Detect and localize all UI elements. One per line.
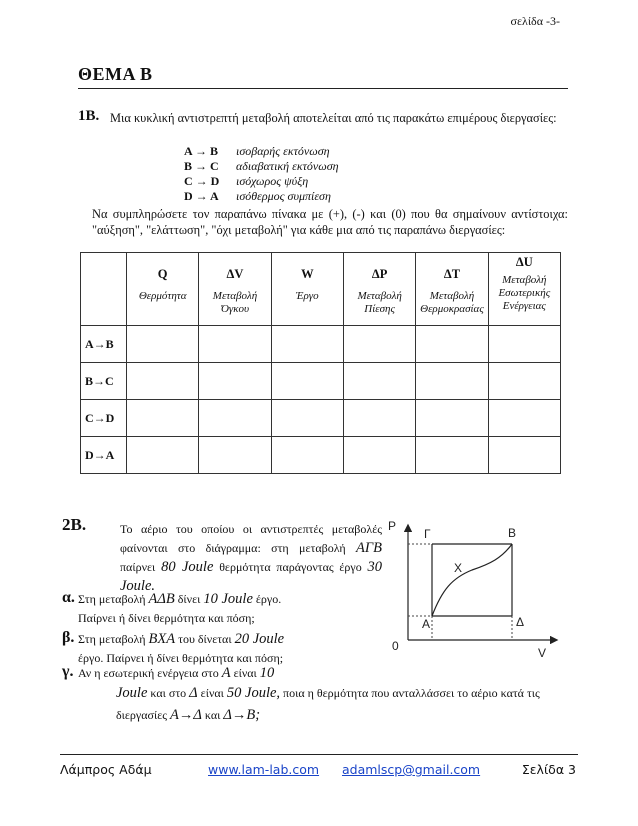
answer-cell[interactable] [127,326,199,363]
row-label: D→A [81,437,127,474]
answer-cell[interactable] [127,363,199,400]
column-symbol: W [301,267,314,281]
column-header [199,253,271,326]
sub-text: είναι [233,666,257,680]
table-row [81,400,561,437]
sub-point: Α [221,665,231,681]
footer-email-link[interactable]: adamlscp@gmail.com [342,762,481,777]
process-list [184,144,339,204]
process-desc: ισόχωρος ψύξη [236,174,309,188]
answer-cell[interactable] [271,363,343,400]
answer-cell[interactable] [271,400,343,437]
answer-table [80,252,561,474]
answer-cell[interactable] [416,400,488,437]
answer-cell[interactable] [488,363,560,400]
question-1b-label: 1Β. [78,108,100,124]
question-2b-intro [120,520,382,596]
sub-question-c [62,663,340,683]
x-axis-label: V [538,646,547,660]
point-delta-label: Δ [516,615,525,629]
row-label: A→B [81,326,127,363]
process-item [184,144,339,159]
sub-label-c: γ. [62,663,74,680]
table-header-row [81,253,561,326]
point-chi-label: Χ [454,561,463,575]
table-row [81,363,561,400]
column-desc: Έργο [296,290,319,302]
section-heading: ΘΕΜΑ Β [78,64,153,84]
answer-cell[interactable] [271,326,343,363]
sub-text: είναι [200,686,224,700]
sub-value: 10 [259,665,275,681]
process-desc: αδιαβατική εκτόνωση [236,159,339,173]
column-header [416,253,488,326]
point-gamma-label: Γ [424,527,431,541]
process-name: Α → Β [184,144,219,158]
column-header [127,253,199,326]
question-2b-label: 2Β. [62,515,87,534]
answer-cell[interactable] [416,363,488,400]
footer-website-link[interactable]: www.lam-lab.com [208,762,320,777]
process-item [184,174,339,189]
table-corner-cell [81,253,127,326]
sub-text: ποια η θερμότητα που ανταλλάσσει το αέριο κατά τις διεργασίες [116,686,540,722]
sub-text: του δίνεται [178,632,232,646]
sub-text: Στη μεταβολή [78,632,146,646]
column-symbol: ΔU [515,255,533,269]
answer-cell[interactable] [488,437,560,474]
answer-cell[interactable] [343,363,415,400]
table-row [81,437,561,474]
sub-label-b: β. [62,629,75,646]
sub-question-a [62,589,378,628]
intro-path: ΑΓΒ [356,540,382,556]
column-symbol: ΔV [226,267,244,281]
intro-text: θερμότητα παράγοντας έργο [219,560,362,574]
sub-text: και [204,708,221,722]
point-beta-label: Β [508,526,517,540]
sub-question-b [62,629,378,668]
intro-heat: 80 Joule [161,559,214,575]
heading-divider [78,88,568,89]
answer-cell[interactable] [416,437,488,474]
sub-text: Παίρνει ή δίνει θερμότητα και πόση; [78,611,255,625]
sub-path: ΑΔΒ [148,591,175,607]
sub-text: έργο. [255,592,282,606]
column-desc: Μεταβολή Όγκου [212,290,258,315]
sub-path: ΒΧΑ [148,631,176,647]
footer-page-number: Σελίδα 3 [521,762,576,777]
sub-process: Α→Δ [170,707,202,723]
column-header [271,253,343,326]
process-desc: ισοβαρής εκτόνωση [236,144,330,158]
origin-label: 0 [392,639,399,653]
intro-text: παίρνει [120,560,156,574]
process-name: Β → C [184,159,219,173]
sub-text: έργο. Παίρνει ή δίνει θερμότητα και πόση; [78,651,284,665]
y-axis-label: P [388,520,397,533]
column-desc: Μεταβολή Εσωτερικής Ενέργειας [498,274,551,312]
process-name: C → D [184,174,220,188]
process-desc: ισόθερμος συμπίεση [236,189,331,203]
answer-cell[interactable] [199,363,271,400]
answer-cell[interactable] [488,400,560,437]
process-item [184,159,339,174]
column-header [343,253,415,326]
answer-cell[interactable] [343,400,415,437]
sub-text: και στο [150,686,187,700]
path-beta-chi-alpha [432,544,512,616]
sub-process: Δ→Β; [223,707,261,723]
answer-cell[interactable] [271,437,343,474]
sub-question-c-continued [116,682,568,726]
intro-work: 30 Joule. [120,559,383,594]
column-desc: Θερμότητα [138,290,187,302]
point-alpha-label: Α [422,617,431,631]
answer-cell[interactable] [199,400,271,437]
row-label: C→D [81,400,127,437]
answer-cell[interactable] [416,326,488,363]
sub-value: Joule [116,685,148,701]
question-1b-intro: Μια κυκλική αντιστρεπτή μεταβολή αποτελείται από τις παρακάτω επιμέρους διεργασίες: [110,111,557,125]
pv-diagram [386,520,566,660]
column-symbol: Q [157,267,168,281]
process-item [184,189,339,204]
column-header [488,253,560,326]
column-symbol: ΔP [371,267,388,281]
answer-cell[interactable] [127,437,199,474]
intro-text: Το αέριο του οποίου οι αντιστρεπτές μεταβολές φαίνονται στο διάγραμμα: στη μεταβολή [120,522,382,555]
footer-author: Λάμπρος Αδάμ [60,762,152,777]
row-label: B→C [81,363,127,400]
table-row [81,326,561,363]
sub-text: δίνει [177,592,201,606]
sub-text: Αν η εσωτερική ενέργεια στο [78,666,219,680]
answer-cell[interactable] [488,326,560,363]
sub-point: Δ [189,685,198,701]
answer-cell[interactable] [343,326,415,363]
sub-label-a: α. [62,589,75,606]
column-desc: Μεταβολή Θερμοκρασίας [420,290,484,315]
sub-value: 20 Joule [234,631,285,647]
question-1b-instruction: Να συμπληρώσετε τον παραπάνω πίνακα με (+), (-) και (0) που θα σημαίνουν αντίστοιχα: "αύξηση", "ελάττωση", "όχι μεταβολή" για κάθε μια από τις παραπάνω διεργασίες: [92,207,568,237]
answer-cell[interactable] [199,437,271,474]
sub-value: 10 Joule [203,591,253,607]
answer-cell[interactable] [199,326,271,363]
process-name: D → A [184,189,219,203]
column-desc: Μεταβολή Πίεσης [357,290,402,315]
answer-cell[interactable] [127,400,199,437]
footer-divider [60,754,578,755]
sub-text: Στη μεταβολή [78,592,146,606]
sub-value: 50 Joule, [226,685,281,701]
page-number-top: σελίδα -3- [510,14,560,28]
column-symbol: ΔT [443,267,461,281]
answer-cell[interactable] [343,437,415,474]
